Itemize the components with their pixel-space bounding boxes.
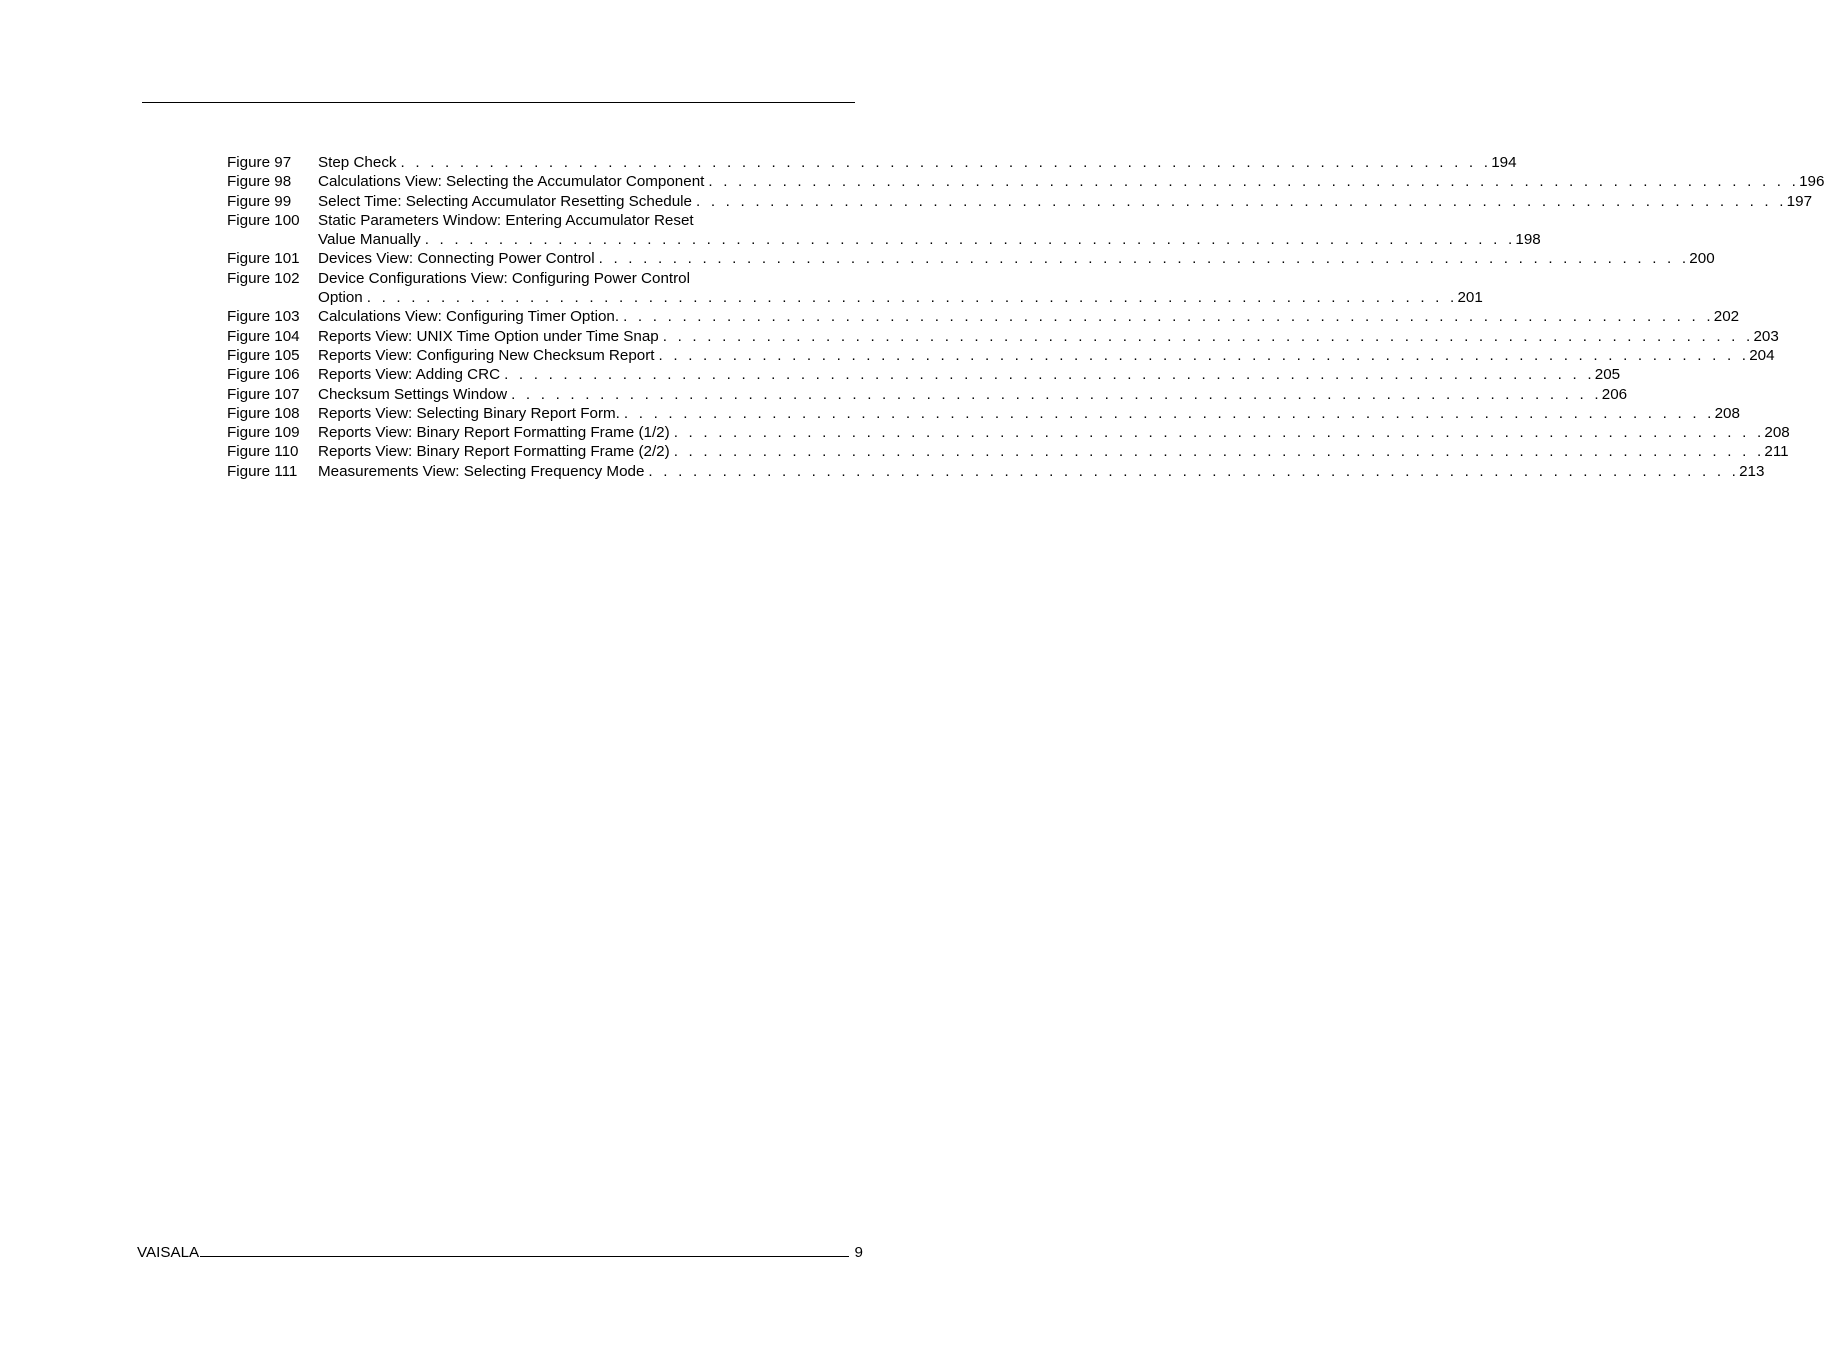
figure-caption bbox=[318, 346, 1775, 365]
figure-caption-line bbox=[318, 288, 1483, 307]
page-footer bbox=[137, 1242, 863, 1262]
figure-title: Calculations View: Selecting the Accumulator Component bbox=[318, 173, 705, 191]
figure-entry[interactable] bbox=[227, 249, 1715, 268]
figure-page-number: 201 bbox=[1457, 289, 1483, 307]
figure-caption bbox=[318, 172, 1824, 191]
figure-caption-line bbox=[318, 327, 1779, 346]
footer-rule bbox=[200, 1242, 848, 1257]
figure-label: Figure 102 bbox=[227, 269, 300, 287]
figure-label: Figure 105 bbox=[227, 346, 300, 364]
figure-title: Calculations View: Configuring Timer Option. bbox=[318, 308, 620, 326]
figure-page-number: 196 bbox=[1799, 173, 1824, 191]
figure-caption-line bbox=[318, 307, 1740, 326]
figure-caption-line bbox=[318, 346, 1775, 365]
figure-title: Reports View: UNIX Time Option under Time Snap bbox=[318, 327, 659, 345]
dot-leader: . . . . . . . . . . . . . . . . . . . . . . . . . . . . . . . . . . . . . . . . . . . . . . . . . . . . . . . . . . . . . . . . . . . . . . . . . . bbox=[400, 154, 1492, 171]
figure-title: Reports View: Selecting Binary Report Form. bbox=[318, 404, 620, 422]
dot-leader: . . . . . . . . . . . . . . . . . . . . . . . . . . . . . . . . . . . . . . . . . . . . . . . . . . . . . . . . . . . . . . . . . . . . . . . . . . bbox=[695, 192, 1787, 210]
figure-page-number: 208 bbox=[1764, 424, 1790, 442]
header-rule bbox=[142, 102, 855, 103]
figure-label: Figure 111 bbox=[227, 462, 298, 480]
dot-leader: . . . . . . . . . . . . . . . . . . . . . . . . . . . . . . . . . . . . . . . . . . . . . . . . . . . . . . . . . . . . . . . . . . . . . . . . . . bbox=[658, 346, 1750, 364]
dot-leader: . . . . . . . . . . . . . . . . . . . . . . . . . . . . . . . . . . . . . . . . . . . . . . . . . . . . . . . . . . . . . . . . . . . . . . . . . . bbox=[648, 462, 1740, 480]
figure-page-number: 205 bbox=[1594, 366, 1621, 384]
figure-title: Device Configurations View: Configuring Power Control bbox=[318, 269, 690, 287]
figure-entry[interactable] bbox=[227, 327, 1779, 346]
dot-leader: . . . . . . . . . . . . . . . . . . . . . . . . . . . . . . . . . . . . . . . . . . . . . . . . . . . . . . . . . . . . . . . . . . . . . . . . . . bbox=[598, 250, 1690, 268]
figure-entry[interactable] bbox=[227, 385, 1628, 404]
figure-caption bbox=[318, 404, 1740, 423]
figure-label: Figure 107 bbox=[227, 385, 300, 403]
figure-entry[interactable] bbox=[227, 153, 1517, 172]
figure-page-number: 202 bbox=[1713, 308, 1740, 326]
dot-leader: . . . . . . . . . . . . . . . . . . . . . . . . . . . . . . . . . . . . . . . . . . . . . . . . . . . . . . . . . . . . . . . . . . . . . . . . . . bbox=[424, 231, 1516, 249]
footer-page-number: 9 bbox=[854, 1244, 863, 1261]
figure-title: Reports View: Adding CRC bbox=[318, 366, 501, 384]
figure-label: Figure 110 bbox=[227, 443, 299, 461]
figure-caption-line bbox=[318, 153, 1517, 172]
figure-caption-line bbox=[318, 192, 1813, 211]
dot-leader: . . . . . . . . . . . . . . . . . . . . . . . . . . . . . . . . . . . . . . . . . . . . . . . . . . . . . . . . . . . . . . . . . . . . . . . . . . bbox=[708, 173, 1800, 191]
figure-caption-line bbox=[318, 423, 1790, 442]
figure-page-number: 204 bbox=[1749, 346, 1775, 364]
figure-caption bbox=[318, 442, 1789, 461]
figure-entry[interactable] bbox=[227, 172, 1824, 191]
dot-leader: . . . . . . . . . . . . . . . . . . . . . . . . . . . . . . . . . . . . . . . . . . . . . . . . . . . . . . . . . . . . . . . . . . . . . . . . . . bbox=[366, 289, 1458, 307]
figure-title: Devices View: Connecting Power Control bbox=[318, 250, 595, 268]
figure-page-number: 206 bbox=[1601, 385, 1628, 403]
figure-page-number: 203 bbox=[1753, 327, 1779, 345]
dot-leader: . . . . . . . . . . . . . . . . . . . . . . . . . . . . . . . . . . . . . . . . . . . . . . . . . . . . . . . . . . . . . . . . . . . . . . . . . . bbox=[511, 385, 1602, 403]
figure-caption bbox=[318, 307, 1740, 326]
figure-title: Option bbox=[318, 289, 363, 307]
dot-leader: . . . . . . . . . . . . . . . . . . . . . . . . . . . . . . . . . . . . . . . . . . . . . . . . . . . . . . . . . . . . . . . . . . . . . . . . . . bbox=[662, 327, 1754, 345]
figure-page-number: 211 bbox=[1764, 443, 1789, 461]
list-of-figures bbox=[227, 153, 1824, 481]
figure-page-number: 200 bbox=[1689, 250, 1715, 268]
figure-caption-line bbox=[318, 249, 1715, 268]
figure-title: Value Manually bbox=[318, 231, 421, 249]
figure-caption-line bbox=[318, 211, 773, 230]
figure-caption bbox=[318, 365, 1621, 384]
figure-page-number: 197 bbox=[1786, 192, 1813, 210]
figure-label: Figure 98 bbox=[227, 173, 292, 191]
figure-caption bbox=[318, 327, 1779, 346]
dot-leader: . . . . . . . . . . . . . . . . . . . . . . . . . . . . . . . . . . . . . . . . . . . . . . . . . . . . . . . . . . . . . . . . . . . . . . . . . . bbox=[673, 443, 1765, 461]
dot-leader: . . . . . . . . . . . . . . . . . . . . . . . . . . . . . . . . . . . . . . . . . . . . . . . . . . . . . . . . . . . . . . . . . . . . . . . . . . bbox=[623, 404, 1715, 422]
figure-caption bbox=[318, 269, 1483, 308]
figure-label: Figure 109 bbox=[227, 424, 300, 442]
figure-entry[interactable] bbox=[227, 192, 1813, 211]
figure-label: Figure 108 bbox=[227, 404, 300, 422]
footer-brand: VAISALA bbox=[137, 1244, 200, 1261]
figure-page-number: 194 bbox=[1491, 154, 1517, 171]
figure-page-number: 208 bbox=[1714, 404, 1740, 422]
figure-caption bbox=[318, 385, 1628, 404]
figure-entry[interactable] bbox=[227, 462, 1765, 481]
figure-title: Reports View: Binary Report Formatting Frame (2/2) bbox=[318, 443, 670, 461]
figure-label: Figure 97 bbox=[227, 154, 292, 171]
figure-title: Reports View: Configuring New Checksum Report bbox=[318, 346, 655, 364]
figure-caption-line bbox=[318, 442, 1789, 461]
dot-leader: . . . . . . . . . . . . . . . . . . . . . . . . . . . . . . . . . . . . . . . . . . . . . . . . . . . . . . . . . . . . . . . . . . . . . . . . . . bbox=[504, 366, 1595, 384]
figure-entry[interactable] bbox=[227, 423, 1790, 442]
figure-title: Reports View: Binary Report Formatting Frame (1/2) bbox=[318, 424, 670, 442]
figure-caption-line bbox=[318, 230, 1541, 249]
figure-title: Measurements View: Selecting Frequency Mode bbox=[318, 462, 645, 480]
figure-entry[interactable] bbox=[227, 307, 1740, 326]
dot-leader: . . . . . . . . . . . . . . . . . . . . . . . . . . . . . . . . . . . . . . . . . . . . . . . . . . . . . . . . . . . . . . . . . . . . . . . . . . bbox=[623, 308, 1714, 326]
figure-caption bbox=[318, 249, 1715, 268]
figure-entry[interactable] bbox=[227, 404, 1740, 423]
figure-caption bbox=[318, 192, 1813, 211]
figure-caption-line bbox=[318, 365, 1621, 384]
figure-caption bbox=[318, 153, 1517, 172]
figure-title: Step Check bbox=[318, 154, 397, 171]
figure-entry[interactable] bbox=[227, 346, 1775, 365]
figure-entry[interactable] bbox=[227, 442, 1789, 461]
figure-caption bbox=[318, 211, 1541, 250]
dot-leader: . . . . . . . . . . . . . . . . . . . . . . . . . . . . . . . . . . . . . . . . . . . . . . . . . . . . . . . . . . . . . . . . . . . . . . . . . . bbox=[673, 424, 1765, 442]
figure-entry[interactable] bbox=[227, 211, 1541, 250]
figure-caption-line bbox=[318, 462, 1765, 481]
figure-title: Checksum Settings Window bbox=[318, 385, 508, 403]
figure-label: Figure 101 bbox=[227, 250, 300, 268]
figure-caption-line bbox=[318, 385, 1628, 404]
figure-caption-line bbox=[318, 172, 1824, 191]
figure-caption bbox=[318, 462, 1765, 481]
figure-label: Figure 100 bbox=[227, 211, 300, 229]
figure-label: Figure 106 bbox=[227, 366, 300, 384]
figure-page-number: 213 bbox=[1739, 462, 1765, 480]
figure-label: Figure 104 bbox=[227, 327, 300, 345]
figure-entry[interactable] bbox=[227, 269, 1483, 308]
figure-label: Figure 103 bbox=[227, 308, 300, 326]
figure-label: Figure 99 bbox=[227, 192, 292, 210]
figure-caption bbox=[318, 423, 1790, 442]
figure-entry[interactable] bbox=[227, 365, 1621, 384]
figure-title: Select Time: Selecting Accumulator Resetting Schedule bbox=[318, 192, 692, 210]
figure-caption-line bbox=[318, 269, 773, 288]
figure-caption-line bbox=[318, 404, 1740, 423]
figure-title: Static Parameters Window: Entering Accumulator Reset bbox=[318, 211, 694, 229]
figure-page-number: 198 bbox=[1515, 231, 1541, 249]
